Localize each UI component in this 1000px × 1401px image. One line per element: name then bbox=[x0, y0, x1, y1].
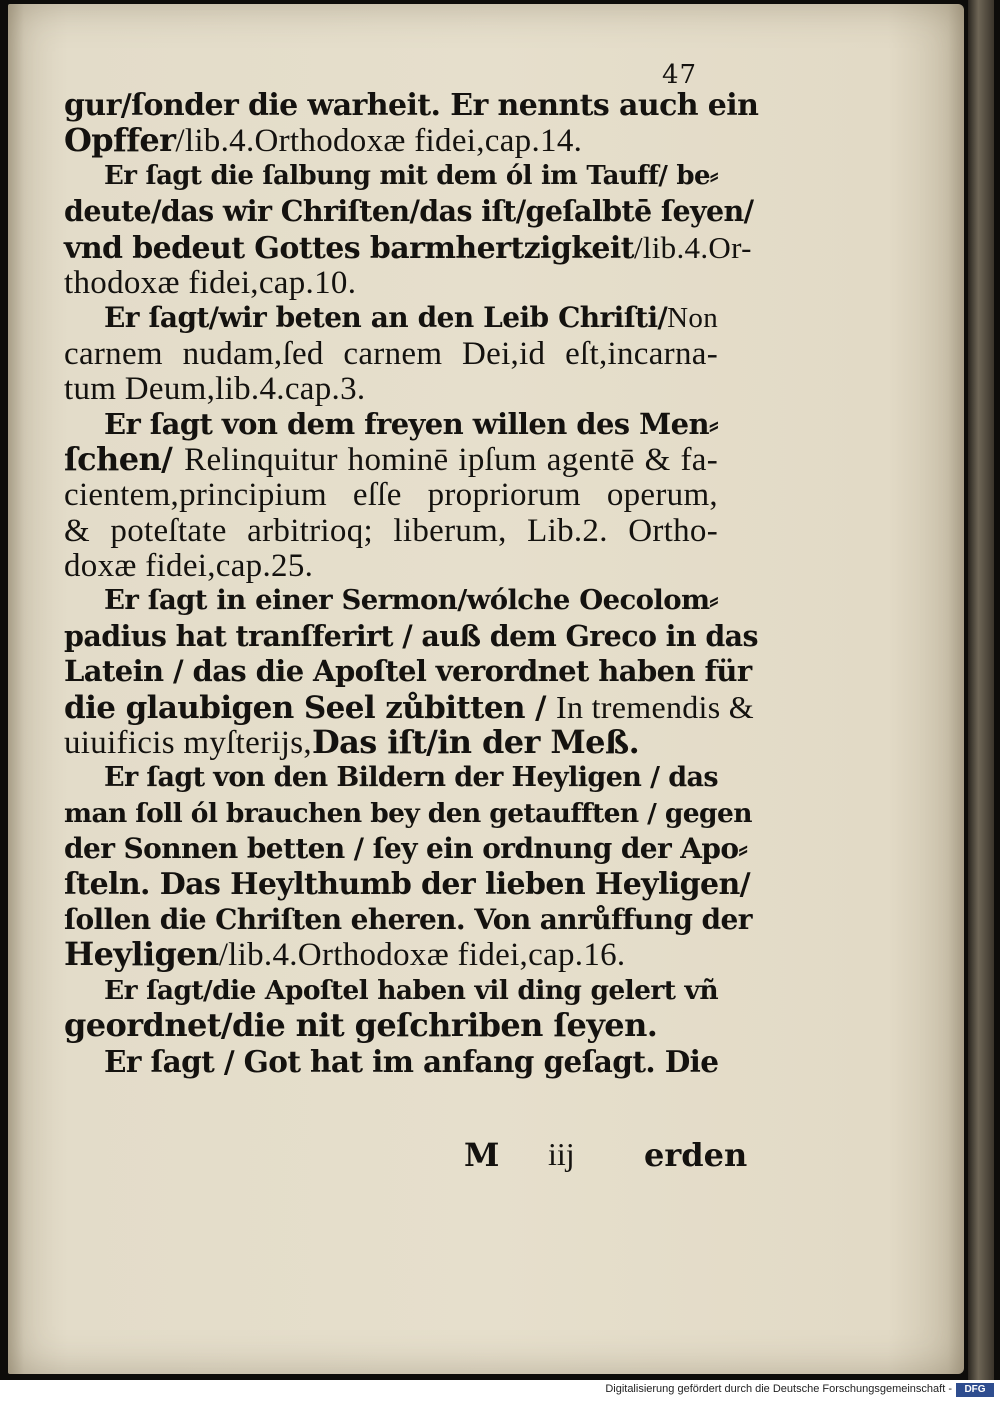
text-line bbox=[64, 439, 718, 478]
latin-text: thodoxæ fidei,cap.10. bbox=[64, 264, 357, 301]
catchline bbox=[464, 1136, 748, 1174]
blackletter-text: ſchen/ bbox=[64, 439, 185, 478]
latin-text: carnem nudam,ſed carnem Dei,id eſt,incarna- bbox=[64, 335, 718, 372]
text-line bbox=[64, 688, 754, 726]
latin-text: Non bbox=[667, 302, 718, 335]
text-line bbox=[64, 760, 718, 795]
blackletter-text: geordnet/die nit geſchriben ſeyen. bbox=[64, 1006, 658, 1045]
blackletter-text: Er ſagt in einer Sermon/wólche Oecolom⸗ bbox=[104, 584, 718, 617]
text-line bbox=[64, 725, 718, 760]
text-line bbox=[64, 265, 718, 300]
blackletter-text: Er ſagt/die Apoſtel haben vil ding gelert vñ bbox=[104, 974, 718, 1006]
catchword: erden bbox=[644, 1136, 748, 1174]
blackletter-text: gur/ſonder die warheit. Er nennts auch ein bbox=[64, 88, 759, 123]
text-line bbox=[64, 654, 752, 689]
text-line bbox=[64, 973, 718, 1008]
blackletter-text: Er ſagt von dem freyen willen des Men⸗ bbox=[104, 406, 718, 441]
text-line bbox=[64, 831, 748, 866]
latin-text: & poteſtate arbitrioq; liberum, Lib.2. Ortho- bbox=[64, 512, 718, 549]
latin-text: /lib.4.Or- bbox=[633, 229, 752, 265]
blackletter-text: Er ſagt die ſalbung mit dem ól im Tauff/ be⸗ bbox=[104, 160, 718, 191]
text-line bbox=[64, 477, 718, 512]
text-line bbox=[64, 548, 718, 583]
book-page bbox=[8, 4, 964, 1374]
signature-mark: M bbox=[464, 1136, 500, 1174]
dfg-logo: DFG bbox=[956, 1383, 994, 1397]
latin-text: doxæ fidei,cap.25. bbox=[64, 548, 314, 585]
text-line bbox=[64, 866, 751, 902]
blackletter-text: Heyligen bbox=[64, 935, 219, 974]
text-line bbox=[64, 371, 718, 406]
blackletter-text: vnd bedeut Gottes barmhertzigkeit bbox=[64, 230, 634, 266]
text-line bbox=[64, 229, 752, 266]
latin-text: uiuificis myſterijs, bbox=[64, 725, 312, 762]
text-line bbox=[64, 583, 718, 618]
blackletter-text: Er ſagt / Got hat im anfang geſagt. Die bbox=[104, 1043, 719, 1079]
blackletter-text: ſollen die Chriſten eheren. Von anrůffung der bbox=[64, 902, 752, 936]
digitization-footer bbox=[0, 1380, 1000, 1401]
blackletter-text: Das iſt/in der Meß. bbox=[311, 723, 640, 762]
latin-text: tum Deum,lib.4.cap.3. bbox=[64, 371, 366, 408]
blackletter-text: ſteln. Das Heylthumb der lieben Heyligen/ bbox=[64, 866, 751, 902]
signature-number: iij bbox=[548, 1136, 575, 1172]
text-line bbox=[64, 796, 752, 831]
latin-text: cientem,principium eſſe propriorum operum, bbox=[64, 477, 718, 514]
text-line bbox=[64, 300, 718, 335]
funding-credit: Digitalisierung gefördert durch die Deutsche Forschungsgemeinschaft - bbox=[605, 1383, 952, 1395]
blackletter-text: Er ſagt/wir beten an den Leib Chriſti/ bbox=[104, 301, 668, 335]
page-number: 47 bbox=[662, 60, 698, 90]
text-line bbox=[64, 88, 759, 123]
text-line bbox=[64, 902, 752, 937]
blackletter-text: der Sonnen betten / ſey ein ordnung der Apo⸗ bbox=[64, 832, 748, 866]
text-line bbox=[64, 618, 758, 654]
blackletter-text: Latein / das die Apoſtel verordnet haben für bbox=[64, 654, 752, 689]
text-line bbox=[64, 407, 718, 442]
text-line bbox=[64, 937, 718, 972]
blackletter-text: padius hat tranſferirt / auß dem Greco in das bbox=[64, 618, 758, 653]
blackletter-text: deute/das wir Chriſten/das iſt/geſalbtē ſeyen/ bbox=[64, 194, 754, 229]
latin-text: /lib.4.Orthodoxæ fidei,cap.14. bbox=[175, 123, 583, 160]
text-line bbox=[64, 336, 718, 371]
latin-text: Relinquitur hominē ipſum agentē & fa- bbox=[184, 441, 718, 478]
latin-text: In tremendis & bbox=[556, 688, 754, 725]
text-line bbox=[64, 1008, 718, 1043]
blackletter-text: Er ſagt von den Bildern der Heyligen / das bbox=[104, 762, 718, 794]
blackletter-text: die glaubigen Seel zůbitten / bbox=[64, 689, 557, 726]
text-line bbox=[64, 159, 718, 194]
body-text bbox=[64, 88, 759, 1079]
latin-text: /lib.4.Orthodoxæ fidei,cap.16. bbox=[218, 937, 626, 974]
page-edge bbox=[968, 0, 994, 1380]
blackletter-text: man ſoll ól brauchen bey den getaufften / gegen bbox=[64, 797, 752, 829]
text-line bbox=[64, 1044, 718, 1079]
text-line bbox=[64, 194, 754, 229]
blackletter-text: Opffer bbox=[64, 121, 176, 160]
text-line bbox=[64, 513, 718, 548]
text-line bbox=[64, 123, 718, 158]
